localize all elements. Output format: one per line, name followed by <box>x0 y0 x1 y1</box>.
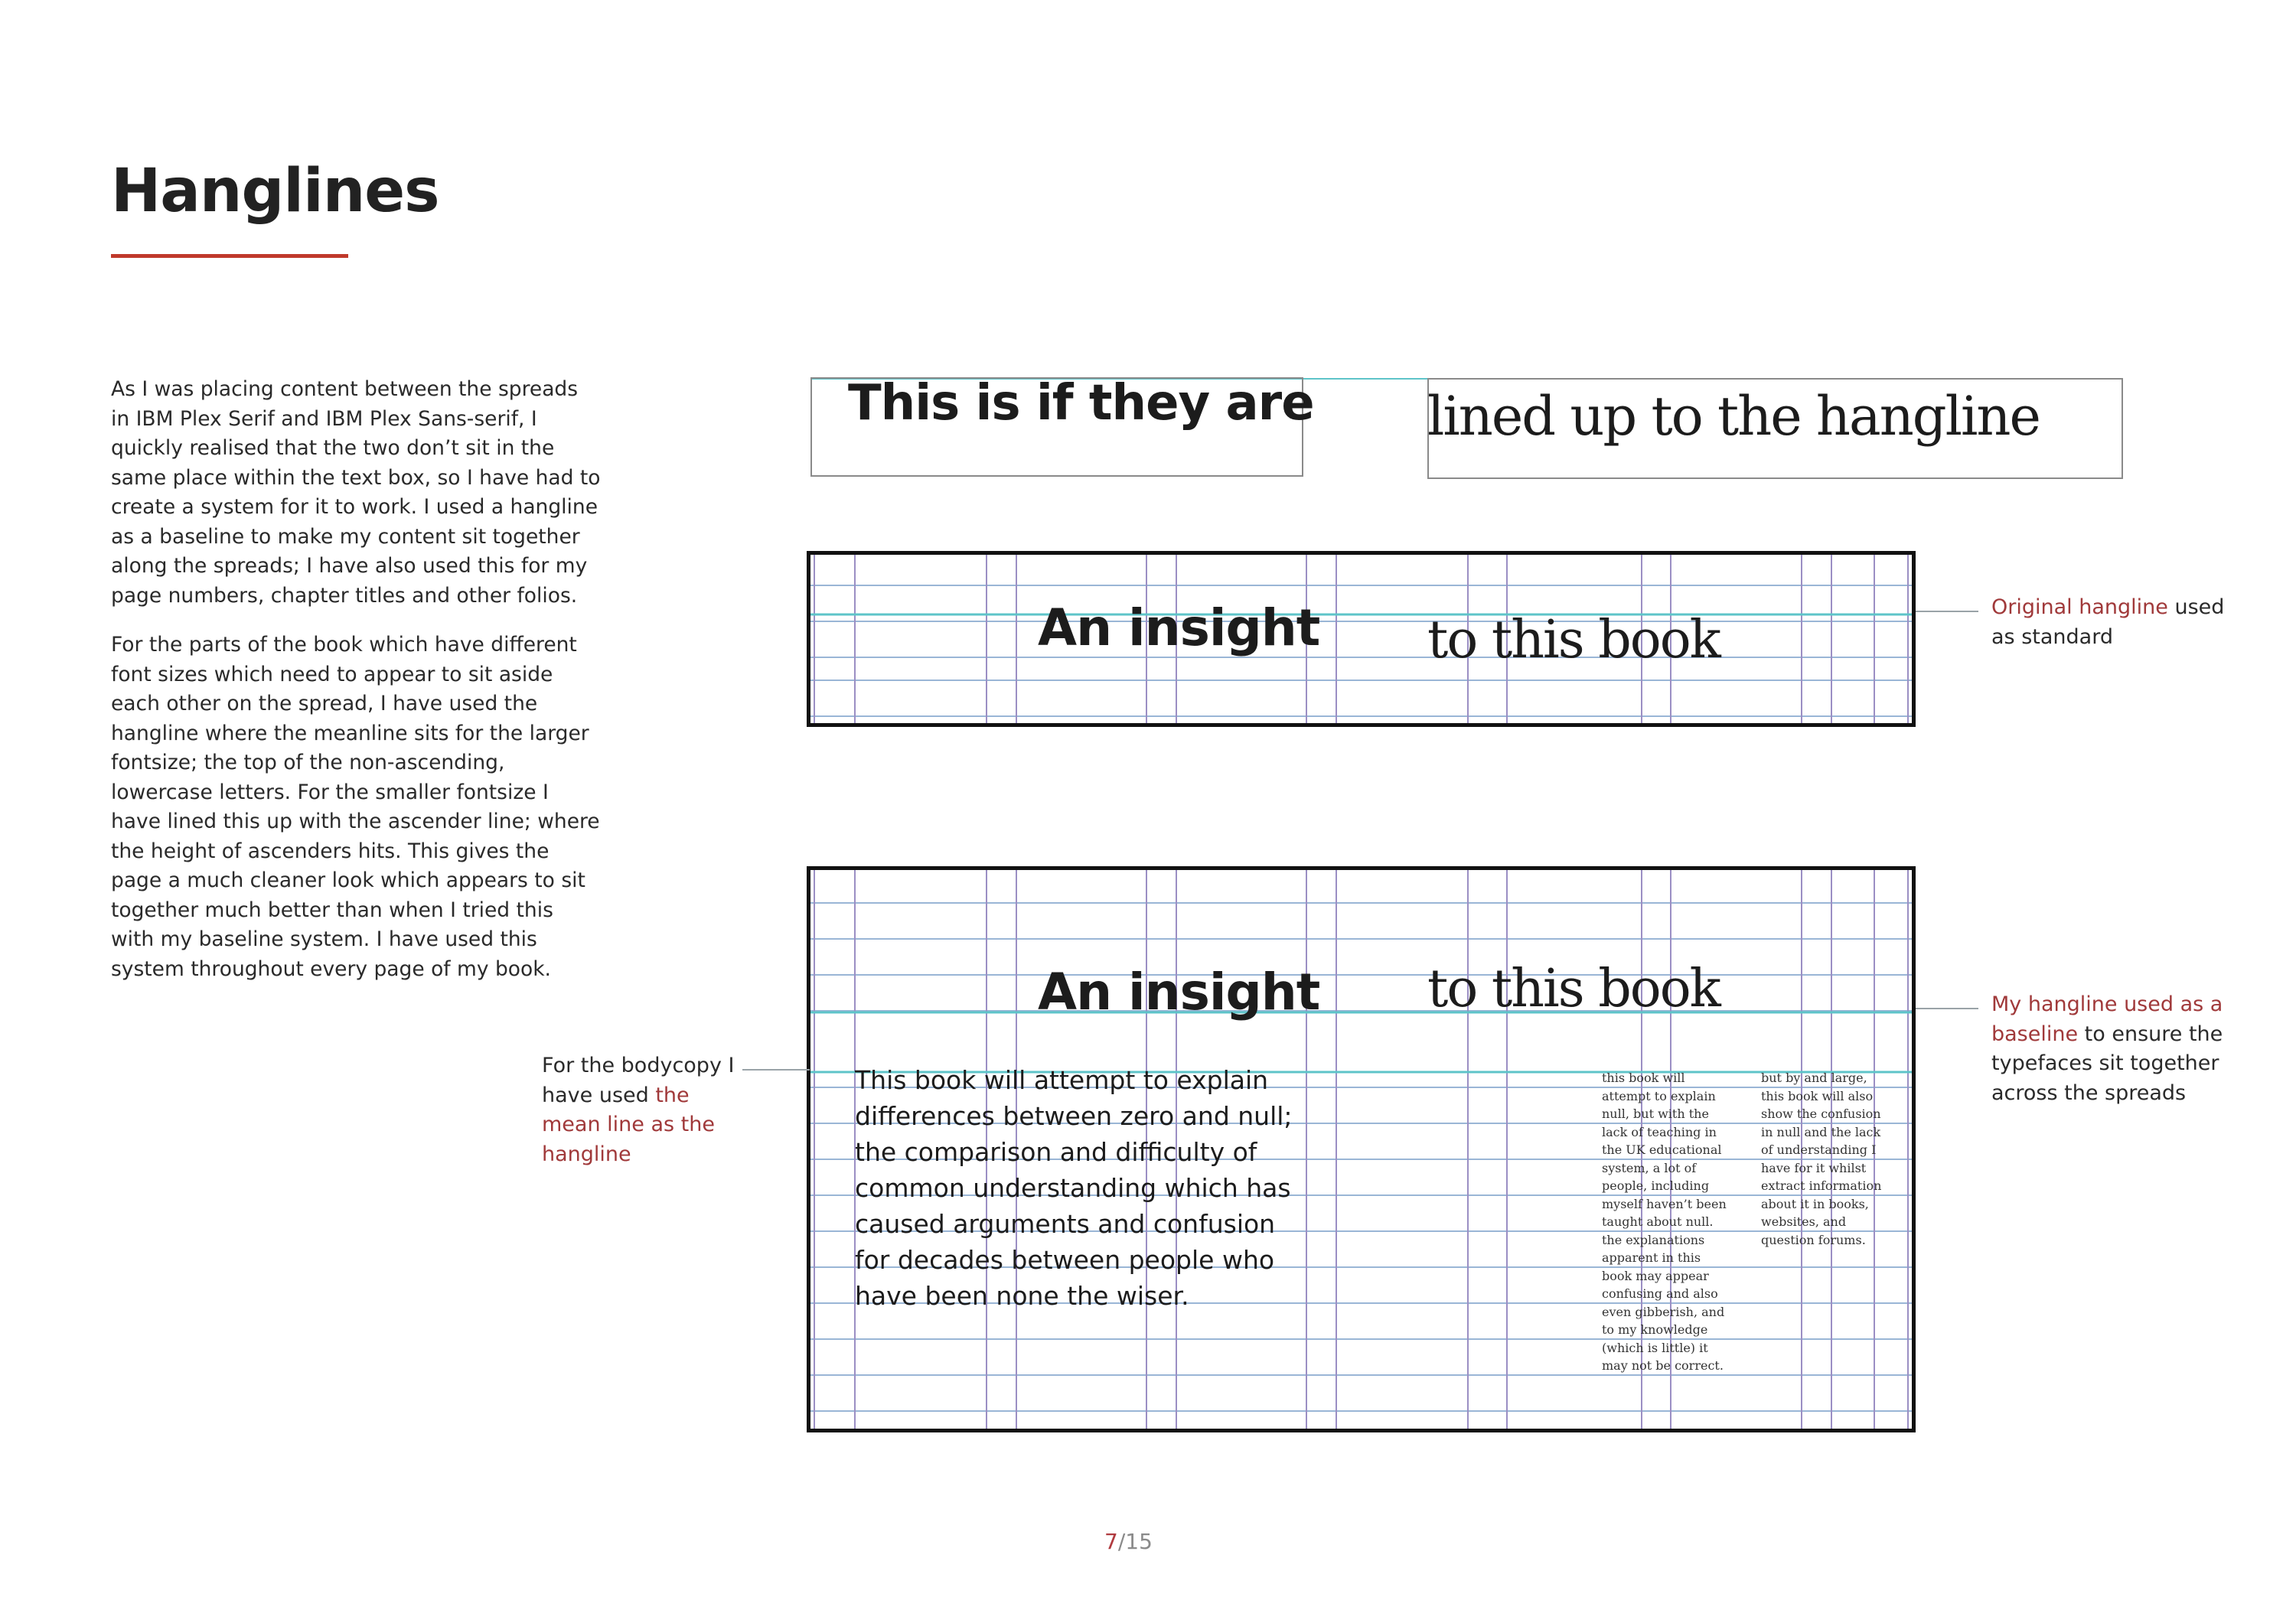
page-title: Hanglines <box>111 157 439 226</box>
title-underline <box>111 254 348 258</box>
layout-grid <box>810 555 1916 727</box>
intro-paragraph-1: As I was placing content between the spreads in IBM Plex Serif and IBM Plex Sans-serif, I quickly realised that the two don’t sit in the same place within the text box, so I have had to create a system for it to work. I used a hangline as a baseline to make my content sit together along the spreads; I have also used this for my page numbers, chapter titles and other folios. <box>111 377 601 608</box>
annotation-my-hangline <box>1991 990 2236 1108</box>
annotation-text: For the bodycopy I have used <box>542 1054 735 1107</box>
body-copy-text: This book will attempt to explain differences between zero and null; the comparison and difficulty of common understanding which has caused arguments and confusion for decades between people who have been none the wiser. <box>855 1065 1293 1311</box>
annotation-text: to ensure the typefaces sit together across the spreads <box>1991 1022 2223 1105</box>
intro-paragraph-2: For the parts of the book which have different font sizes which need to appear to sit aside each other on the spread, I have used the hangline where the meanline sits for the larger fontsize; the top of the non-ascending, lowercase letters. For the smaller fontsize I have lined this up with the ascender line; where the height of ascenders hits. This gives the page a much cleaner look which appears to sit together much better than when I tried this with my baseline system. I have used this system throughout every page of my book. <box>111 633 600 981</box>
example-3-sans-text: An insight <box>1038 963 1320 1022</box>
leader-line-my-hangline <box>1916 1008 1978 1009</box>
small-text-column-2: but by and large, this book will also show the confusion in null and the lack of understanding I have for it whilst extract information about it in books, websites, and question forums. <box>1761 1071 1882 1247</box>
annotation-bodycopy <box>542 1051 745 1169</box>
small-text-column-1: this book will attempt to explain null, but with the lack of teaching in the UK educational system, a lot of people, including myself haven’t been taught about null. the explanations apparent in this book may appear confusing and also even gibberish, and to my knowledge (which is little) it may not be correct. <box>1602 1071 1727 1373</box>
current-page: 7 <box>1104 1529 1118 1554</box>
example-1-serif-text: lined up to the hangline <box>1427 385 2040 448</box>
grid-example-my-hangline <box>807 866 1916 1432</box>
example-1-sans-text: This is if they are <box>848 375 1314 432</box>
example-2-serif-text: to this book <box>1427 610 1720 670</box>
example-3-serif-text: to this book <box>1427 959 1720 1019</box>
intro-text <box>111 375 601 1004</box>
annotation-accent-text: Original hangline <box>1991 595 2168 619</box>
example-2-sans-text: An insight <box>1038 598 1320 657</box>
annotation-accent-text: the mean line as the hangline <box>542 1083 715 1166</box>
grid-example-original-hangline <box>807 551 1916 727</box>
annotation-accent-text: My hangline used as a baseline <box>1991 992 2223 1046</box>
total-pages: /15 <box>1117 1529 1153 1554</box>
annotation-text: used as standard <box>1991 595 2225 649</box>
leader-line-original-hangline <box>1916 611 1978 612</box>
leader-line-bodycopy <box>742 1069 810 1071</box>
page-number <box>1104 1529 1153 1554</box>
annotation-original-hangline <box>1991 593 2244 652</box>
